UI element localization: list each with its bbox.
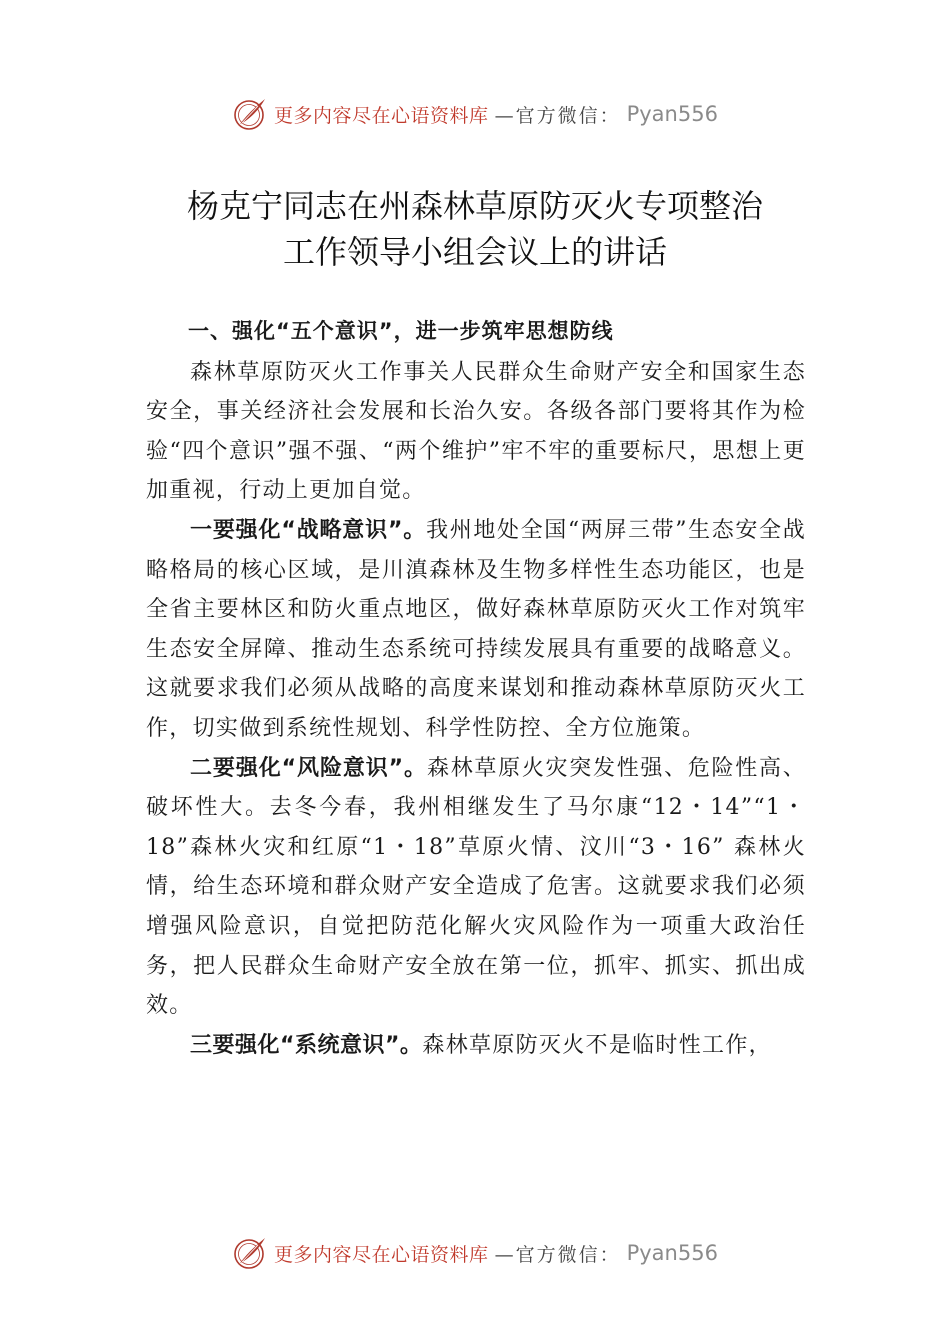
watermark-wechat-id: Pyan556 [626,102,718,126]
watermark-dash-text: —官方微信： [494,1243,621,1266]
paragraph-risk-lead: 二要强化“风险意识”。 [190,755,427,781]
paragraph-strategy-body: 我州地处全国“两屏三带”生态安全战略格局的核心区域，是川滇森林及生物多样性生态功能区，也是全省主要林区和防火重点地区，做好森林草原防灭火工作对筑牢生态安全屏障、推动生态系统可持续发展具有重要的战略意义。这就要求我们必须从战略的高度来谋划和推动森林草原防灭火工作，切实做到系统性规划、科学性防控、全方位施策。 [146,517,806,741]
watermark-dash-text: —官方微信： [494,104,621,127]
document-title [110,183,840,275]
quill-logo-icon [232,1235,268,1271]
paragraph-system-body: 森林草原防灭火不是临时性工作， [422,1032,772,1058]
watermark-wechat-id: Pyan556 [626,1241,718,1265]
paragraph-risk [146,749,806,1026]
watermark-text: 更多内容尽在心语资料库 [274,104,489,127]
quill-logo-icon [232,96,268,132]
watermark-text: 更多内容尽在心语资料库 [274,1243,489,1266]
title-line-1: 杨克宁同志在州森林草原防灭火专项整治 [186,187,763,225]
watermark-header [0,94,950,134]
paragraph-system-lead: 三要强化“系统意识”。 [190,1032,423,1058]
paragraph-risk-body: 森林草原火灾突发性强、危险性高、破坏性大。去冬今春，我州相继发生了马尔康“12・14”“1・18”森林火灾和红原“1・18”草原火情、汶川“3・16” 森林火情，给生态环境和群众财产安全造成了危害。这就要求我们必须增强风险意识，自觉把防范化解火灾风险作为一项重大政治任务，把人民群众生命财产安全放在第一位，抓牢、抓实、抓出成效。 [146,755,806,1019]
document-body [146,312,806,1065]
paragraph-system [146,1026,806,1066]
paragraph-strategy-lead: 一要强化“战略意识”。 [190,517,427,543]
section-heading-1: 一、强化“五个意识”，进一步筑牢思想防线 [188,319,614,343]
title-line-2: 工作领导小组会议上的讲话 [282,233,667,271]
paragraph-strategy [146,511,806,749]
watermark-footer [0,1233,950,1273]
paragraph-intro: 森林草原防灭火工作事关人民群众生命财产安全和国家生态安全，事关经济社会发展和长治久安。各级各部门要将其作为检验“四个意识”强不强、“两个维护”牢不牢的重要标尺，思想上更加重视，行动上更加自觉。 [146,359,806,504]
